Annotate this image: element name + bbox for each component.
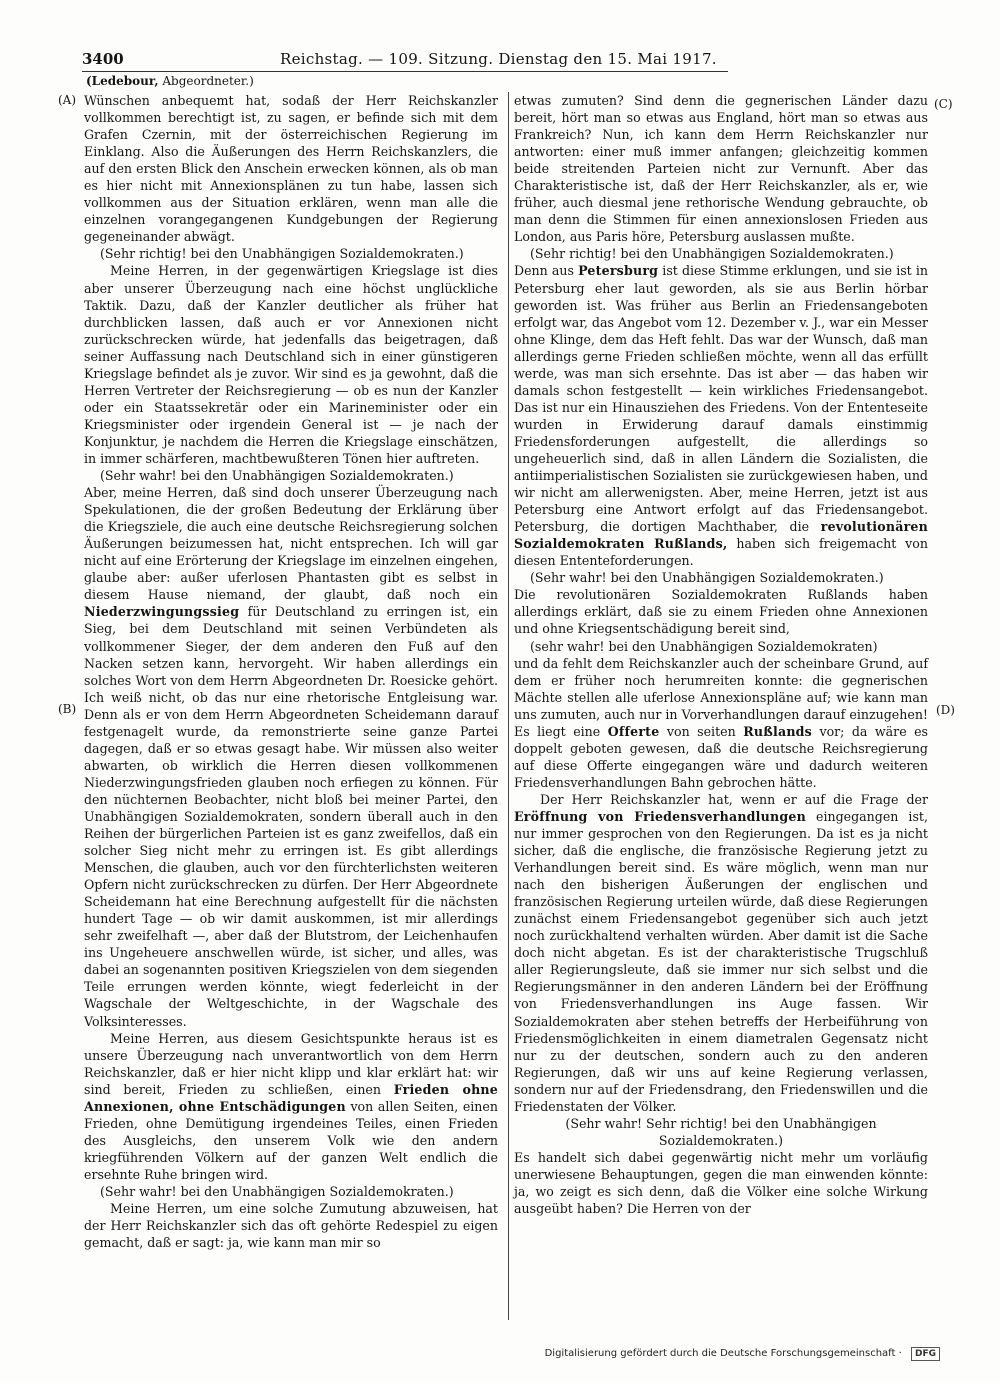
- interjection: [514, 1115, 928, 1149]
- running-header: [82, 48, 728, 70]
- margin-mark-a: (A): [58, 93, 77, 107]
- interjection: (sehr wahr! bei den Unabhängigen Sozialdemokraten): [530, 638, 878, 654]
- page-number: 3400: [82, 50, 124, 68]
- paragraph: [84, 1030, 498, 1183]
- interjection: (Sehr richtig! bei den Unabhängigen Sozialdemokraten.): [100, 246, 464, 262]
- emphasis-term: Frieden ohne Annexionen, ohne Entschädigungen: [84, 1081, 498, 1114]
- interjection: (Sehr wahr! bei den Unabhängigen Sozialdemokraten.): [100, 468, 454, 484]
- emphasis-term: revolutionären Sozialdemokraten Rußlands,: [514, 519, 928, 552]
- emphasis-term: Offerte: [607, 723, 660, 739]
- text-run: vor; da wäre es doppelt geboten gewesen, daß die deutsche Reichsregierung auf diese Offerte eingegangen wäre und dadurch weiteren Friedensverhandlungen Bahn gebrochen hätte.: [514, 723, 929, 790]
- paragraph: Meine Herren, in der gegenwärtigen Kriegslage ist dies aber unserer Überzeugung nach eine höchst unglückliche Taktik. Dazu, daß der Kanzler deutlicher als früher hat durchblicken lassen, daß auch er vor Annexionen nicht zurückschrecken würde, hat jedenfalls das beigetragen, daß seiner Auffassung nach Deutschland sich in einer günstigeren Kriegslage befindet als je zuvor. Wir sind es ja gewohnt, daß die Herren Vertreter der Reichsregierung — ob es nun der Kanzler oder ein Staatssekretär oder ein Marineminister oder ein Kriegsminister oder irgendein General ist — je nach der Konjunktur, je nachdem die Herren die Kriegslage einschätzen, in immer schärferen, machtbewußteren Tönen hier auftreten.: [84, 263, 498, 466]
- interjection: (Sehr wahr! bei den Unabhängigen Sozialdemokraten.): [100, 1184, 454, 1199]
- paragraph: etwas zumuten? Sind denn die gegnerischen Länder dazu bereit, hört man so etwas aus England, hört man so etwas aus Frankreich? Nun, ich kann dem Herrn Reichskanzler nur antworten: einer muß immer anfangen; gleichzeitig kommen beide streitenden Parteien nicht zur Vernunft. Aber das Charakteristische ist, daß der Herr Reichskanzler, als er, wie früher, auch diesmal jene rethorische Wendung gebrauchte, ob man denn die Stimmen für einen annexionslosen Frieden aus London, aus Paris höre, Petersburg auslassen mußte.: [514, 93, 928, 245]
- text-run: eingegangen ist, nur immer gesprochen von den Regierungen. Da ist es ja nicht sicher, daß die englische, die französische Regierung jetzt zu Verhandlungen bereit sind. Es wäre möglich, wenn man nur nach den bisherigen Äußerungen der englischen und französischen Regierung urteilen würde, daß diese Regierungen zunächst einem Friedensangebot gegenüber sich auch jetzt noch zurückhaltend verhalten würden. Aber damit ist die Sache doch nicht abgetan. Es ist der charakteristische Trugschluß aller Regierungsleute, daß sie immer nur sich selbst und die Regierungsmänner in den anderen Ländern bei der Eröffnung von Friedensverhandlungen ins Auge fassen. Wir Sozialdemokraten aber stehen betreffs der Herbeiführung von Friedensmöglichkeiten in einem diametralen Gegensatz nicht nur zu der deutschen, sondern auch zu den anderen Regierungen, daß wir uns auf keine Regierung verlassen, sondern nur auf der Friedensdrang, den Friedenswillen und die Friedenstaten der Völker.: [514, 808, 928, 1114]
- text-run: ist diese Stimme erklungen, und sie ist in Petersburg eher laut geworden, als sie aus Berlin hörbar geworden ist. Was früher aus Berlin an Friedensangeboten erfolgt war, das Angebot vom 12. Dezember v. J., war ein Messer ohne Klinge, dem das Heft fehlt. Das war der Wunsch, daß man allerdings gerne Frieden schließen möchte, wenn all das erfüllt werde, was man sich ersehnte. Das ist aber — das haben wir damals schon festgestellt — kein wirkliches Friedensangebot. Das ist nur ein Hinausziehen des Friedens. Von der Ententeseite wurden in Erwiderung darauf damals einstimmig Friedensforderungen aufgestellt, die allerdings so ungeheuerlich sind, daß in allen Ländern die Sozialisten, die antiimperialistischen Sozialisten sie zurückgewiesen haben, und wir nicht am allerwenigsten. Aber, meine Herren, jetzt ist aus Petersburg eine Antwort erfolgt auf das Friedensangebot. Petersburg, die dortigen Machthaber, die: [514, 263, 928, 535]
- margin-mark-b: (B): [58, 702, 77, 716]
- interjection: (Sehr wahr! bei den Unabhängigen Sozialdemokraten.): [530, 570, 884, 586]
- emphasis-term: Niederzwingungssieg: [84, 604, 240, 620]
- paragraph: [514, 655, 928, 791]
- paragraph: Wünschen anbequemt hat, sodaß der Herr Reichskanzler vollkommen berechtigt ist, zu sagen, er befinde sich mit dem Grafen Czernin, mit der österreichischen Regierung im Einklang. Also die Äußerungen des Herrn Reichskanzlers, die auf den ersten Blick den Anschein erwecken können, als ob man es hier nicht mit Annexionsplänen zu tun habe, lassen sich vollkommen aus der Situation erklären, wenn man alle die einzelnen vorangegangenen Kundgebungen der Regierung gegeneinander abwägt.: [84, 93, 498, 245]
- right-column: [514, 92, 928, 1217]
- margin-mark-c: (C): [934, 97, 953, 111]
- header-rule: [82, 71, 728, 72]
- paragraph: Die revolutionären Sozialdemokraten Rußlands haben allerdings erklärt, daß sie zu einem Frieden ohne Annexionen und ohne Kriegsentschädigung bereit sind,: [514, 587, 928, 637]
- speaker-role: Abgeordneter.): [162, 74, 254, 88]
- text-run: (Sehr wahr! Sehr richtig! bei den Unabhängigen: [565, 1115, 877, 1131]
- text-run: Meine Herren, aus diesem Gesichtspunkte heraus ist es unsere Überzeugung nach unverantwortlich von dem Herrn Reichskanzler, daß er hier nicht klipp und klar erklärt hat: wir sind bereit, Frieden zu schließen, einen: [84, 1030, 498, 1097]
- text-run: haben sich freigemacht von diesen Ententeforderungen.: [514, 536, 928, 569]
- paragraph: [84, 484, 498, 1030]
- header-title: Reichstag. — 109. Sitzung. Dienstag den 15. Mai 1917.: [280, 50, 717, 68]
- text-run: und da fehlt dem Reichskanzler auch der scheinbare Grund, auf dem er früher noch herumreiten konnte: die gegnerischen Mächte stellen alle uferlose Annexionspläne auf; wie kann man uns zumuten, auch nur in Vorverhandlungen darauf einzugehen! Es liegt eine: [514, 655, 928, 739]
- paragraph: [514, 262, 928, 569]
- emphasis-term: Petersburg: [578, 263, 659, 279]
- left-column: [84, 92, 498, 1251]
- speaker-name: (Ledebour,: [86, 74, 159, 88]
- text-run: Der Herr Reichskanzler hat, wenn er auf die Frage der: [540, 791, 928, 807]
- dfg-logo: DFG: [911, 1347, 940, 1361]
- text-run: Denn aus: [514, 263, 574, 279]
- paragraph: Es handelt sich dabei gegenwärtig nicht mehr um vorläufig unerwiesene Behauptungen, gegen die man einwenden könnte: ja, wo zeigt es sich denn, daß die Völker eine solche Wirkung ausgeübt haben? Die Herren von der: [514, 1149, 928, 1217]
- emphasis-term: Eröffnung von Friedensverhandlungen: [514, 808, 806, 824]
- speaker-line: [86, 73, 254, 89]
- text-run: von allen Seiten, einen Frieden, ohne Demütigung irgendeines Teiles, einen Frieden des Ausgleichs, den unserem Volk wie den andern kriegführenden Völkern auf der ganzen Welt endlich die ersehnte Ruhe bringen wird.: [84, 1098, 498, 1182]
- emphasis-term: Rußlands: [743, 723, 812, 739]
- column-divider: [508, 92, 509, 1320]
- digitization-credit: [545, 1347, 940, 1361]
- paragraph: Meine Herren, um eine solche Zumutung abzuweisen, hat der Herr Reichskanzler sich das oft gehörte Redespiel zu eigen gemacht, daß er sagt: ja, wie kann man mir so: [84, 1201, 498, 1251]
- text-run: Aber, meine Herren, daß sind doch unserer Überzeugung nach Spekulationen, die der großen Bedeutung der Erklärung über die Kriegsziele, die auch eine deutsche Reichsregierung solchen Äußerungen beizumessen hat, nicht entsprechen. Ich will gar nicht auf eine Erörterung der Kriegslage im einzelnen eingehen, glaube aber: außer uferlosen Phantasten gibt es selbst in diesem Hause niemand, der glaubt, daß noch ein: [84, 485, 498, 603]
- credit-text: Digitalisierung gefördert durch die Deutsche Forschungsgemeinschaft ·: [544, 1348, 902, 1359]
- paragraph: [514, 791, 928, 1115]
- text-run: für Deutschland zu erringen ist, ein Sieg, bei dem Deutschland mit seinen Verbündeten als vollkommener Sieger, der dem anderen den Fuß auf den Nacken setzen kann, hervorgeht. Wir haben allerdings ein solches Wort von dem Herrn Abgeordneten Dr. Roesicke gehört. Ich weiß nicht, ob das nur eine rhetorische Entgleisung war. Denn als er von dem Herrn Abgeordneten Scheidemann darauf festgenagelt wurde, da remonstrierte seine ganze Partei dagegen, daß er so etwas gesagt habe. Wir müssen also weiter abwarten, ob wirklich die Herren diesen vollkommenen Niederzwingungsfrieden glauben noch erfiegen zu können. Für den nüchternen Beobachter, nicht bloß bei meiner Partei, den Unabhängigen Sozialdemokraten, sondern überall auch in den Reihen der bürgerlichen Parteien ist es ganz zweifellos, daß ein solcher Sieg nicht mehr zu erringen ist. Es gibt allerdings Menschen, die glauben, auch vor den fürchterlichsten weiteren Opfern nicht zurückschrecken zu dürfen. Der Herr Abgeordnete Scheidemann hat eine Berechnung aufgestellt für die nächsten hundert Tage — ob wir damit auskommen, ist mir allerdings sehr zweifelhaft —, aber daß der Blutstrom, der Leichenhaufen ins Ungeheuere anschwellen würde, ist sicher, und alles, was dabei an sogenannten positiven Kriegszielen von dem siegenden Teile errungen werden könnte, wiegt federleicht in der Wagschale der Weltgeschichte, in der Wagschale des Volksinteresses.: [84, 604, 498, 1029]
- interjection: (Sehr richtig! bei den Unabhängigen Sozialdemokraten.): [530, 246, 894, 262]
- text-run: Sozialdemokraten.): [658, 1132, 784, 1148]
- margin-mark-d: (D): [936, 703, 955, 717]
- text-run: von seiten: [666, 723, 736, 739]
